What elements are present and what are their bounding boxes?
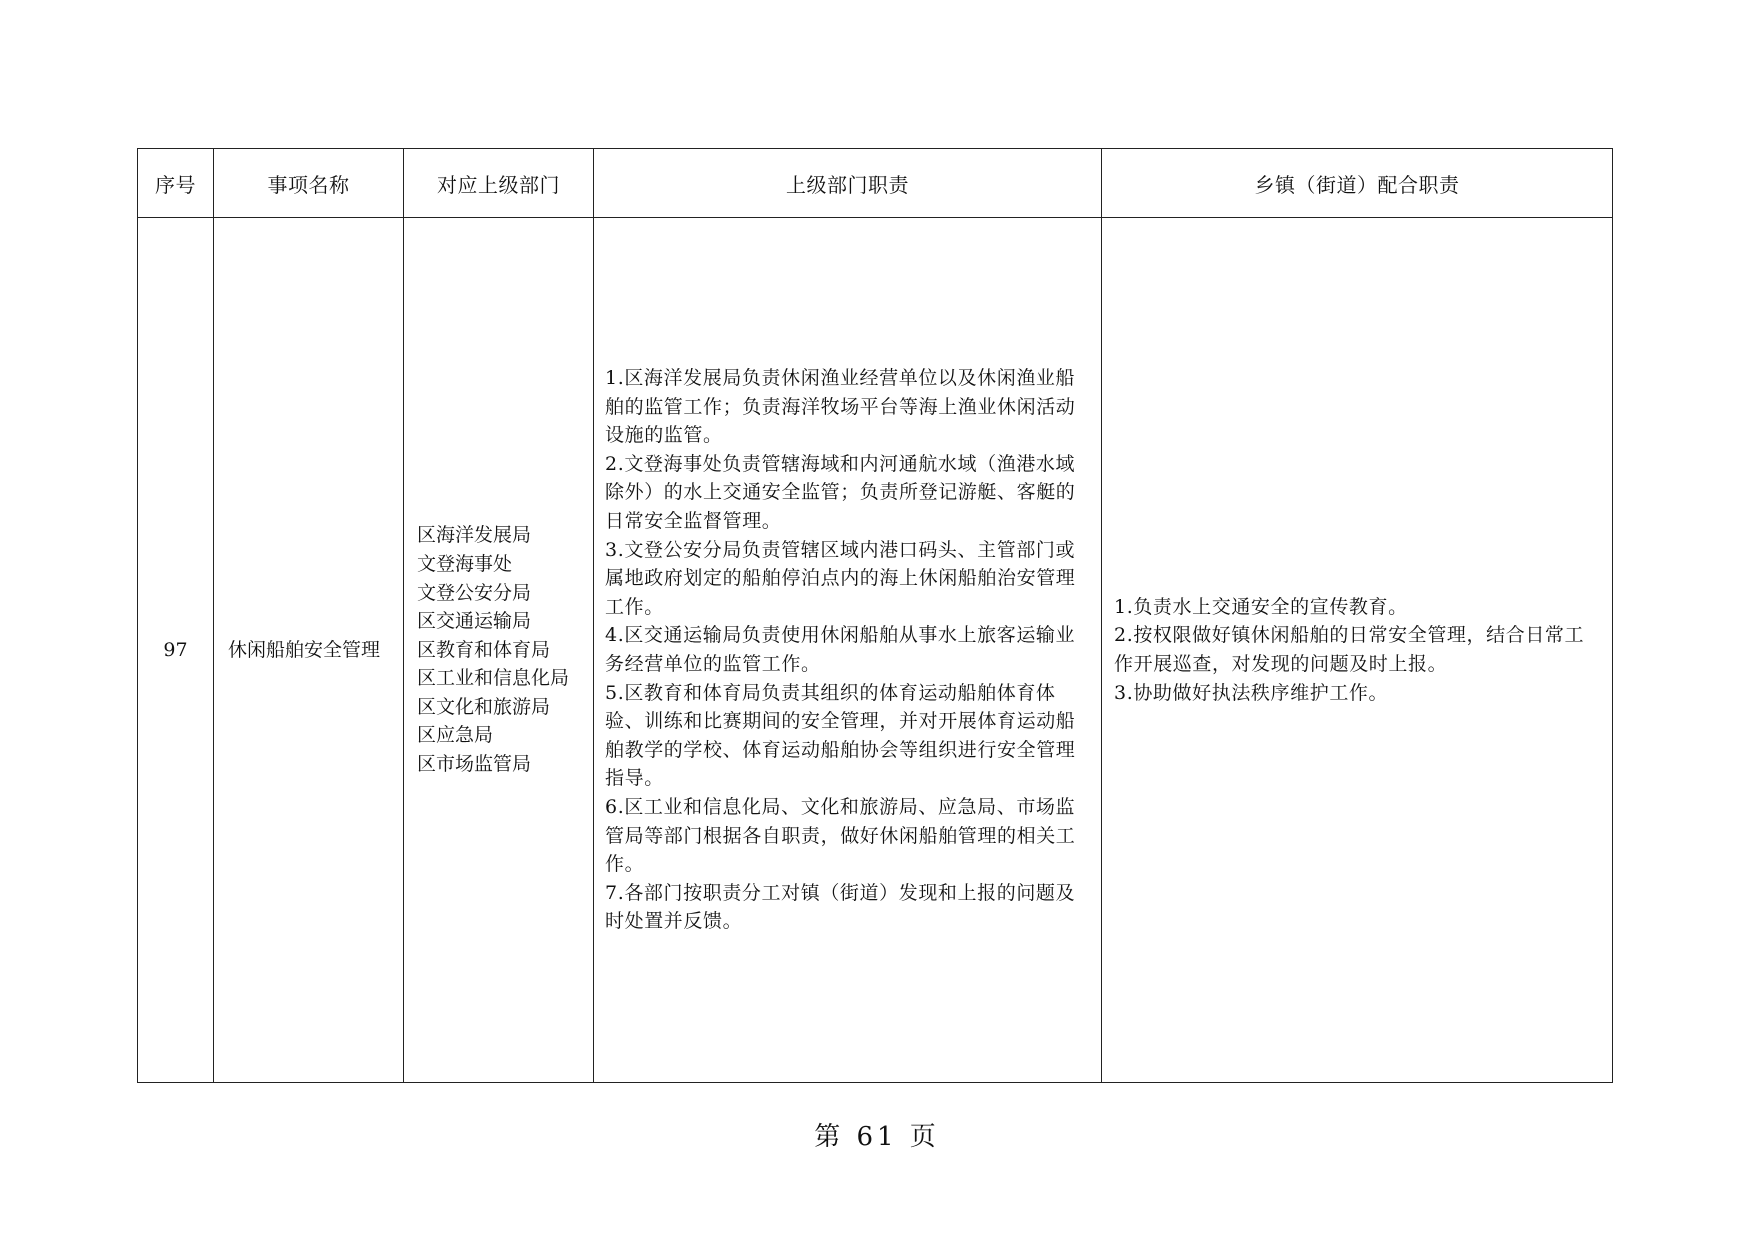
- row-town-duties: [1102, 218, 1613, 1083]
- table-row: [138, 218, 1613, 1083]
- upper-dept-item: 区交通运输局: [417, 610, 532, 633]
- row-index: 97: [138, 218, 214, 1083]
- header-town-duties: 乡镇（街道）配合职责: [1102, 149, 1613, 218]
- upper-dept-item: 区市场监管局: [417, 753, 532, 776]
- upper-dept-item: 文登公安分局: [417, 581, 532, 604]
- upper-dept-item: 区文化和旅游局: [417, 695, 551, 718]
- responsibility-table: [137, 148, 1613, 1083]
- page-number: 第 61 页: [814, 1122, 940, 1152]
- town-duty-item: 2.按权限做好镇休闲船舶的日常安全管理，结合日常工作开展巡查，对发现的问题及时上报。: [1114, 624, 1585, 675]
- upper-dept-item: 区海洋发展局: [417, 524, 532, 547]
- upper-duty-item: 3.文登公安分局负责管辖区域内港口码头、主管部门或属地政府划定的船舶停泊点内的海上休闲船舶治安管理工作。: [605, 538, 1076, 618]
- header-item-name: 事项名称: [214, 149, 404, 218]
- upper-duty-item: 1.区海洋发展局负责休闲渔业经营单位以及休闲渔业船舶的监管工作；负责海洋牧场平台等海上渔业休闲活动设施的监管。: [605, 367, 1076, 447]
- upper-duty-item: 4.区交通运输局负责使用休闲船舶从事水上旅客运输业务经营单位的监管工作。: [605, 624, 1076, 675]
- row-upper-duties: [594, 218, 1102, 1083]
- upper-duty-item: 7.各部门按职责分工对镇（街道）发现和上报的问题及时处置并反馈。: [605, 881, 1076, 933]
- upper-dept-item: 区教育和体育局: [417, 638, 551, 661]
- row-upper-depts: [404, 218, 594, 1083]
- header-upper-dept: 对应上级部门: [404, 149, 594, 218]
- row-item-name: 休闲船舶安全管理: [214, 218, 404, 1083]
- header-index: 序号: [138, 149, 214, 218]
- table-header-row: [138, 149, 1613, 218]
- town-duty-item: 3.协助做好执法秩序维护工作。: [1114, 681, 1389, 704]
- upper-dept-item: 区应急局: [417, 724, 494, 747]
- upper-duty-item: 6.区工业和信息化局、文化和旅游局、应急局、市场监管局等部门根据各自职责，做好休闲船舶管理的相关工作。: [605, 795, 1076, 876]
- upper-duty-item: 2.文登海事处负责管辖海域和内河通航水域（渔港水域除外）的水上交通安全监管；负责所登记游艇、客艇的日常安全监督管理。: [605, 452, 1076, 533]
- header-upper-duties: 上级部门职责: [594, 149, 1102, 218]
- upper-duty-item: 5.区教育和体育局负责其组织的体育运动船舶体育体验、训练和比赛期间的安全管理，并对开展体育运动船舶教学的学校、体育运动船舶协会等组织进行安全管理指导。: [605, 681, 1076, 790]
- town-duty-item: 1.负责水上交通安全的宣传教育。: [1114, 595, 1408, 618]
- upper-dept-item: 区工业和信息化局: [417, 667, 570, 690]
- upper-dept-item: 文登海事处: [417, 552, 513, 575]
